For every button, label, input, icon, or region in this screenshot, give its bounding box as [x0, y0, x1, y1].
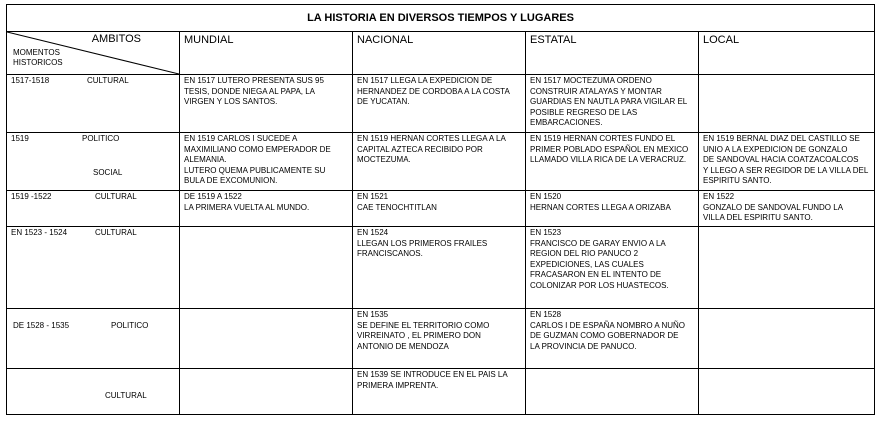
- header-corner-cell: [7, 32, 180, 75]
- table-title: LA HISTORIA EN DIVERSOS TIEMPOS Y LUGARES: [7, 5, 875, 32]
- type-label: CULTURAL: [105, 391, 147, 400]
- history-table: [6, 4, 875, 415]
- estatal-cell: EN 1519 HERNAN CORTES FUNDO EL PRIMER POBLADO ESPAÑOL EN MEXICO LLAMADO VILLA RICA DE LA VERACRUZ.: [526, 133, 699, 191]
- mundial-cell: EN 1517 LUTERO PRESENTA SUS 95 TESIS, DONDE NIEGA AL PAPA, LA VIRGEN Y LOS SANTOS.: [180, 75, 353, 133]
- header-momentos: MOMENTOS HISTORICOS: [13, 48, 63, 67]
- mundial-cell: [180, 309, 353, 369]
- header-nacional: NACIONAL: [353, 32, 526, 75]
- period-cell: [7, 369, 180, 415]
- period-cell: [7, 133, 180, 191]
- header-local: LOCAL: [699, 32, 875, 75]
- nacional-cell: EN 1539 SE INTRODUCE EN EL PAIS LA PRIMERA IMPRENTA.: [353, 369, 526, 415]
- local-cell: EN 1519 BERNAL DIAZ DEL CASTILLO SE UNIO A LA EXPEDICION DE GONZALO DE SANDOVAL HACIA COATZACOALCOS Y LLEGO A SER REGIDOR DE LA VILLA DEL ESPIRITU SANTO.: [699, 133, 875, 191]
- type-label: CULTURAL: [87, 76, 129, 85]
- estatal-cell: EN 1528 CARLOS I DE ESPAÑA NOMBRO A NUÑO DE GUZMAN COMO GOBERNADOR DE LA PROVINCIA DE PANUCO.: [526, 309, 699, 369]
- period-label: EN 1523 - 1524: [11, 228, 68, 237]
- type-label: CULTURAL: [95, 192, 137, 201]
- local-cell: EN 1522 GONZALO DE SANDOVAL FUNDO LA VILLA DEL ESPIRITU SANTO.: [699, 191, 875, 227]
- mundial-cell: EN 1519 CARLOS I SUCEDE A MAXIMILIANO COMO EMPERADOR DE ALEMANIA. LUTERO QUEMA PUBLICAMENTE SU BULA DE EXCOMUNION.: [180, 133, 353, 191]
- nacional-cell: EN 1524 LLEGAN LOS PRIMEROS FRAILES FRANCISCANOS.: [353, 227, 526, 309]
- nacional-cell: EN 1521 CAE TENOCHTITLAN: [353, 191, 526, 227]
- type-label: POLITICO: [111, 321, 149, 330]
- table-row: [7, 191, 875, 227]
- local-cell: [699, 75, 875, 133]
- local-cell: [699, 227, 875, 309]
- table-row: [7, 75, 875, 133]
- mundial-cell: [180, 369, 353, 415]
- period-cell: [7, 75, 180, 133]
- period-cell: [7, 309, 180, 369]
- type-label: POLITICO: [82, 134, 120, 143]
- estatal-cell: [526, 369, 699, 415]
- period-label: DE 1528 - 1535: [13, 321, 70, 330]
- table-row: [7, 309, 875, 369]
- nacional-cell: EN 1517 LLEGA LA EXPEDICION DE HERNANDEZ DE CORDOBA A LA COSTA DE YUCATAN.: [353, 75, 526, 133]
- period-label: 1517-1518: [11, 76, 50, 85]
- estatal-cell: EN 1523 FRANCISCO DE GARAY ENVIO A LA REGION DEL RIO PANUCO 2 EXPEDICIONES, LAS CUALES FRACASARON EN EL INTENTO DE COLONIZAR POR LOS HUASTECOS.: [526, 227, 699, 309]
- local-cell: [699, 309, 875, 369]
- estatal-cell: EN 1520 HERNAN CORTES LLEGA A ORIZABA: [526, 191, 699, 227]
- period-label: 1519: [11, 134, 29, 143]
- mundial-cell: DE 1519 A 1522 LA PRIMERA VUELTA AL MUNDO.: [180, 191, 353, 227]
- local-cell: [699, 369, 875, 415]
- period-cell: [7, 191, 180, 227]
- table-row: [7, 133, 875, 191]
- nacional-cell: EN 1519 HERNAN CORTES LLEGA A LA CAPITAL AZTECA RECIBIDO POR MOCTEZUMA.: [353, 133, 526, 191]
- nacional-cell: EN 1535 SE DEFINE EL TERRITORIO COMO VIRREINATO , EL PRIMERO DON ANTONIO DE MENDOZA: [353, 309, 526, 369]
- type-label-secondary: SOCIAL: [93, 168, 123, 177]
- estatal-cell: EN 1517 MOCTEZUMA ORDENO CONSTRUIR ATALAYAS Y MONTAR GUARDIAS EN NAUTLA PARA VIGILAR EL POSIBLE REGRESO DE LAS EMBARCACIONES.: [526, 75, 699, 133]
- table-row: [7, 369, 875, 415]
- mundial-cell: [180, 227, 353, 309]
- period-cell: [7, 227, 180, 309]
- header-mundial: MUNDIAL: [180, 32, 353, 75]
- type-label: CULTURAL: [95, 228, 137, 237]
- period-label: 1519 -1522: [11, 192, 52, 201]
- table-row: [7, 227, 875, 309]
- header-ambitos: AMBITOS: [91, 33, 141, 45]
- header-estatal: ESTATAL: [526, 32, 699, 75]
